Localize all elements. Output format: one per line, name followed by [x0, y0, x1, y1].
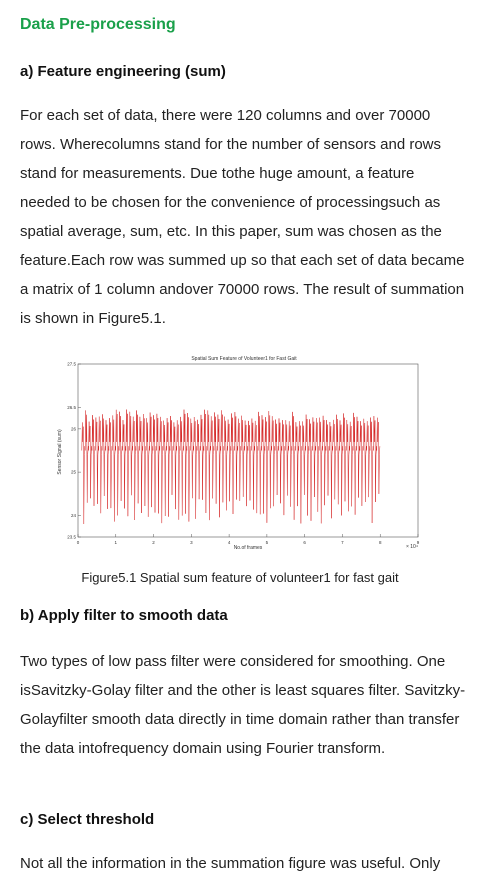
- section-text-feature-engineering: For each set of data, there were 120 columns and over 70000 rows. Wherecolumns stand for the number of sensors and rows stand for measurements. Due tothe huge amount, a feature needed to be chosen for the convenience of processingsuch as spatial average, sum, etc. In this paper, sum was chosen as the feature.Each row was summed up so that each set of data became a matrix of 1 column andover 70000 rows. The result of summation is shown in Figure5.1.: [20, 107, 465, 327]
- x-tick-label: 8: [378, 540, 382, 545]
- figure-spatial-sum: [56, 352, 426, 554]
- section-heading-filter: b) Apply filter to smooth data: [20, 607, 228, 624]
- x-tick-label: 0: [76, 540, 80, 545]
- chart-xlabel: No.of frames: [233, 545, 263, 551]
- x-tick-label: 2: [152, 540, 155, 545]
- x-tick-label: 7: [341, 540, 344, 545]
- x-tick-label: 5: [265, 540, 269, 545]
- section-heading-threshold: c) Select threshold: [20, 811, 155, 828]
- y-tick-label: 26: [70, 426, 76, 432]
- y-tick-label: 25: [70, 469, 76, 475]
- section-heading-feature-engineering: a) Feature engineering (sum): [20, 63, 226, 80]
- y-tick-label: 26.5: [67, 404, 76, 410]
- section-text-filter: Two types of low pass filter were considered for smoothing. One isSavitzky-Golay filter and the other is least squares filter. Savitzky-Golayfilter smooth data directly in time domain rather than transfer the data intofrequency domain using Fourier transform.: [20, 653, 466, 757]
- x-tick-label: 9: [416, 540, 420, 545]
- y-tick-label: 24: [70, 512, 76, 518]
- x-tick-label: 6: [303, 540, 306, 545]
- x-tick-label: 3: [190, 540, 193, 545]
- chart-title: Spatial Sum Feature of Volunteer1 for Fast Gait: [191, 356, 297, 362]
- chart-x-multiplier: × 10⁴: [405, 544, 418, 550]
- page-title: Data Pre-processing: [20, 16, 176, 33]
- chart-ylabel: Sensor Signal (sum): [57, 429, 63, 475]
- y-tick-label: 27.5: [67, 361, 76, 367]
- section-text-threshold: Not all the information in the summation figure was useful. Only: [20, 855, 441, 872]
- x-tick-label: 1: [114, 540, 118, 545]
- figure-caption: Figure5.1 Spatial sum feature of volunteer1 for fast gait: [81, 570, 399, 585]
- y-tick-label: 23.5: [67, 534, 76, 540]
- spatial-sum-chart: [56, 352, 426, 554]
- x-tick-label: 4: [227, 540, 231, 545]
